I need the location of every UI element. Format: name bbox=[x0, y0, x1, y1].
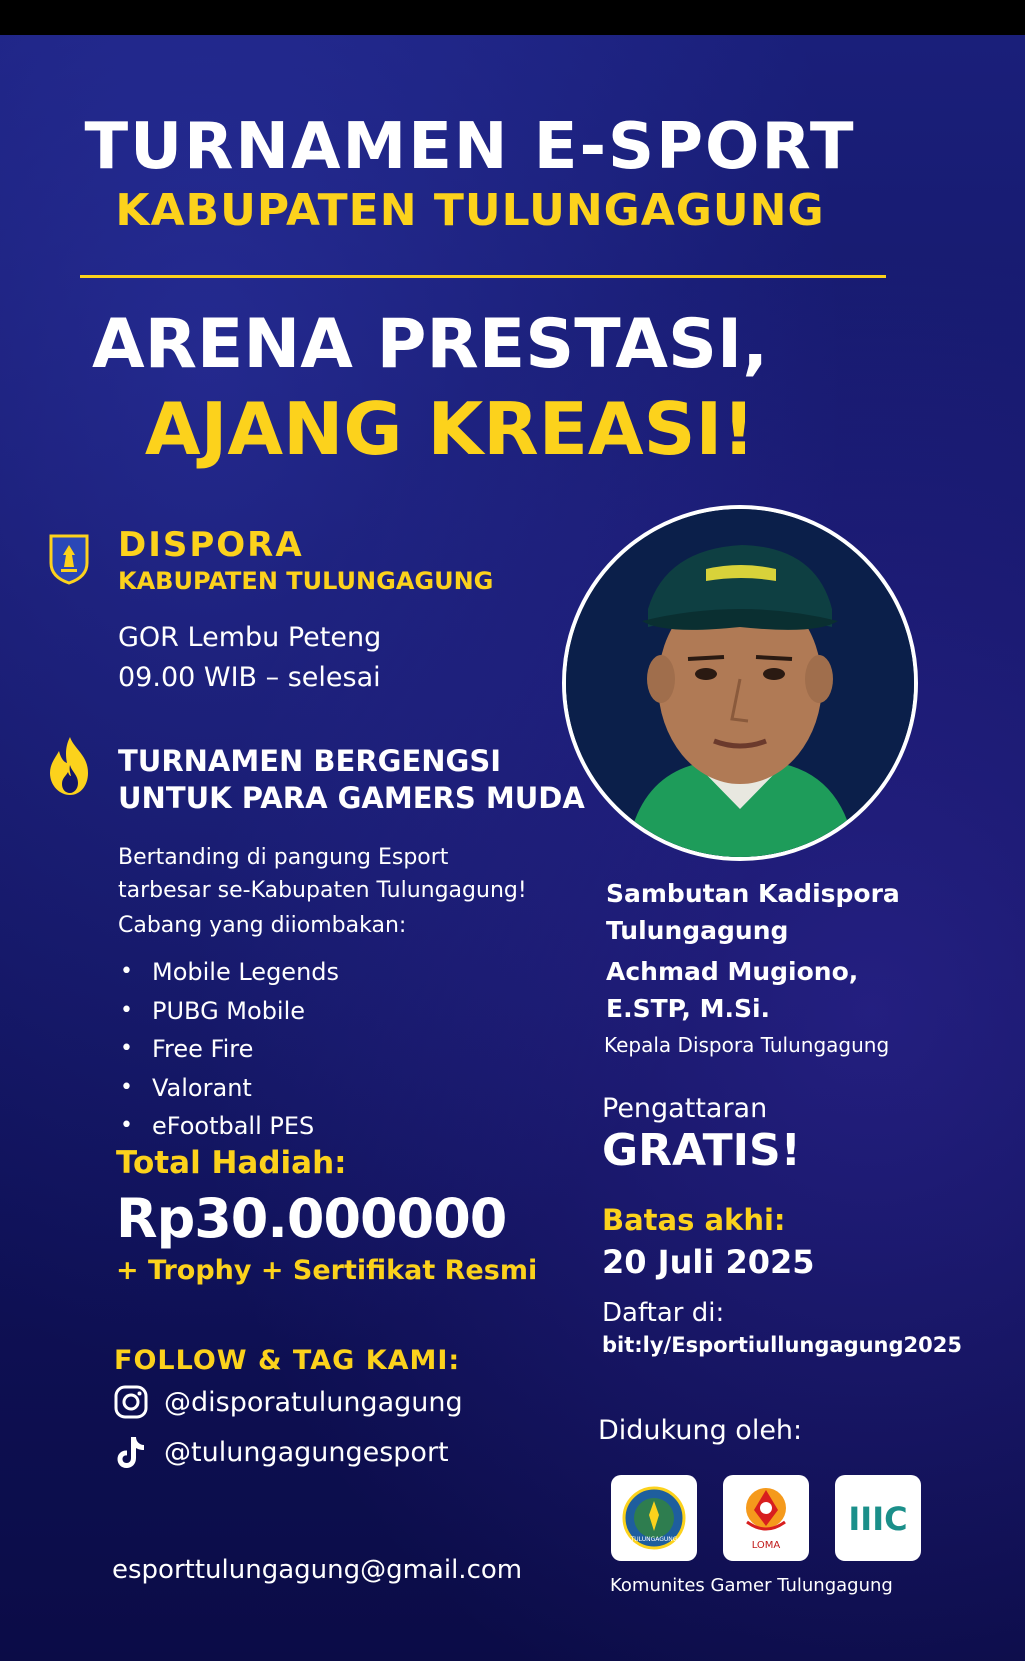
headline-line2: AJANG KREASI! bbox=[144, 387, 756, 471]
tournament-title-line1: TURNAMEN BERGENGSI bbox=[118, 744, 502, 778]
speaker-heading-line2: Tulungagung bbox=[606, 916, 789, 945]
list-item: • Free Fire bbox=[118, 1030, 339, 1069]
prize-extra: + Trophy + Sertifikat Resmi bbox=[116, 1255, 538, 1286]
deadline-label: Batas akhi: bbox=[602, 1203, 786, 1237]
instagram-handle-text: @disporatulungagung bbox=[164, 1386, 463, 1418]
supporter-logo-koni bbox=[723, 1475, 809, 1561]
organizer-name: DISPORA bbox=[118, 525, 304, 565]
title-divider bbox=[80, 275, 886, 278]
speaker-name-line1: Achmad Mugiono, bbox=[606, 957, 859, 986]
event-time: 09.00 WIB – selesai bbox=[118, 662, 381, 693]
tiktok-icon bbox=[114, 1435, 148, 1469]
crest-icon bbox=[48, 533, 90, 585]
speaker-role: Kepala Dispora Tulungagung bbox=[604, 1033, 890, 1057]
tournament-description bbox=[118, 841, 527, 907]
organizer-region: KABUPATEN TULUNGAGUNG bbox=[118, 567, 494, 595]
prize-label: Total Hadiah: bbox=[116, 1145, 347, 1181]
venue-info bbox=[118, 618, 381, 698]
list-item: • Mobile Legends bbox=[118, 953, 339, 992]
fire-icon bbox=[44, 735, 96, 797]
logo3-text: IIIC bbox=[848, 1500, 908, 1538]
speaker-photo bbox=[562, 505, 918, 861]
speaker-heading bbox=[606, 875, 900, 949]
deadline-date: 20 Juli 2025 bbox=[602, 1243, 815, 1281]
speaker-name-line2: E.STP, M.Si. bbox=[606, 994, 771, 1023]
headline-line1: ARENA PRESTASI, bbox=[91, 305, 769, 384]
venue-name: GOR Lembu Peteng bbox=[118, 622, 382, 653]
follow-label: FOLLOW & TAG KAMI: bbox=[114, 1345, 461, 1376]
logo2-text: LOMA bbox=[751, 1540, 781, 1551]
instagram-icon bbox=[114, 1385, 148, 1419]
community-name: Komunites Gamer Tulungagung bbox=[610, 1575, 893, 1596]
tournament-title-line2: UNTUK PARA GAMERS MUDA bbox=[118, 781, 585, 815]
registration-label: Pengattaran bbox=[602, 1093, 768, 1124]
tiktok-handle[interactable] bbox=[114, 1432, 449, 1472]
speaker-heading-line1: Sambutan Kadispora bbox=[606, 879, 900, 908]
supporter-logo-tulungagung bbox=[611, 1475, 697, 1561]
speaker-name bbox=[606, 953, 858, 1027]
instagram-handle[interactable] bbox=[114, 1382, 463, 1422]
prize-value: Rp30.000000 bbox=[116, 1187, 507, 1250]
list-item: • PUBG Mobile bbox=[118, 992, 339, 1031]
event-title: TURNAMEN E-SPORT bbox=[84, 110, 856, 184]
list-item: • Valorant bbox=[118, 1069, 339, 1108]
supporter-logo-community bbox=[835, 1475, 921, 1561]
support-label: Didukung oleh: bbox=[598, 1415, 803, 1446]
register-label: Daftar di: bbox=[602, 1298, 725, 1328]
tournament-title bbox=[118, 743, 585, 817]
tiktok-handle-text: @tulungagungesport bbox=[164, 1436, 449, 1468]
email-address[interactable]: esporttulungagung@gmail.com bbox=[112, 1555, 523, 1585]
tournament-desc-line1: Bertanding di pangung Esport bbox=[118, 845, 449, 870]
registration-fee: GRATIS! bbox=[602, 1125, 801, 1176]
register-link[interactable]: bit:ly/Esportiullungagung2025 bbox=[602, 1333, 962, 1357]
branches-list bbox=[118, 953, 339, 1146]
poster bbox=[0, 35, 1025, 1661]
tournament-desc-line2: tarbesar se-Kabupaten Tulungagung! bbox=[118, 878, 527, 903]
event-subtitle: KABUPATEN TULUNGAGUNG bbox=[115, 185, 825, 236]
branches-title: Cabang yang diiombakan: bbox=[118, 913, 407, 938]
list-item: • eFootball PES bbox=[118, 1107, 339, 1146]
logo1-text: TULUNGAGUNG bbox=[630, 1536, 678, 1543]
